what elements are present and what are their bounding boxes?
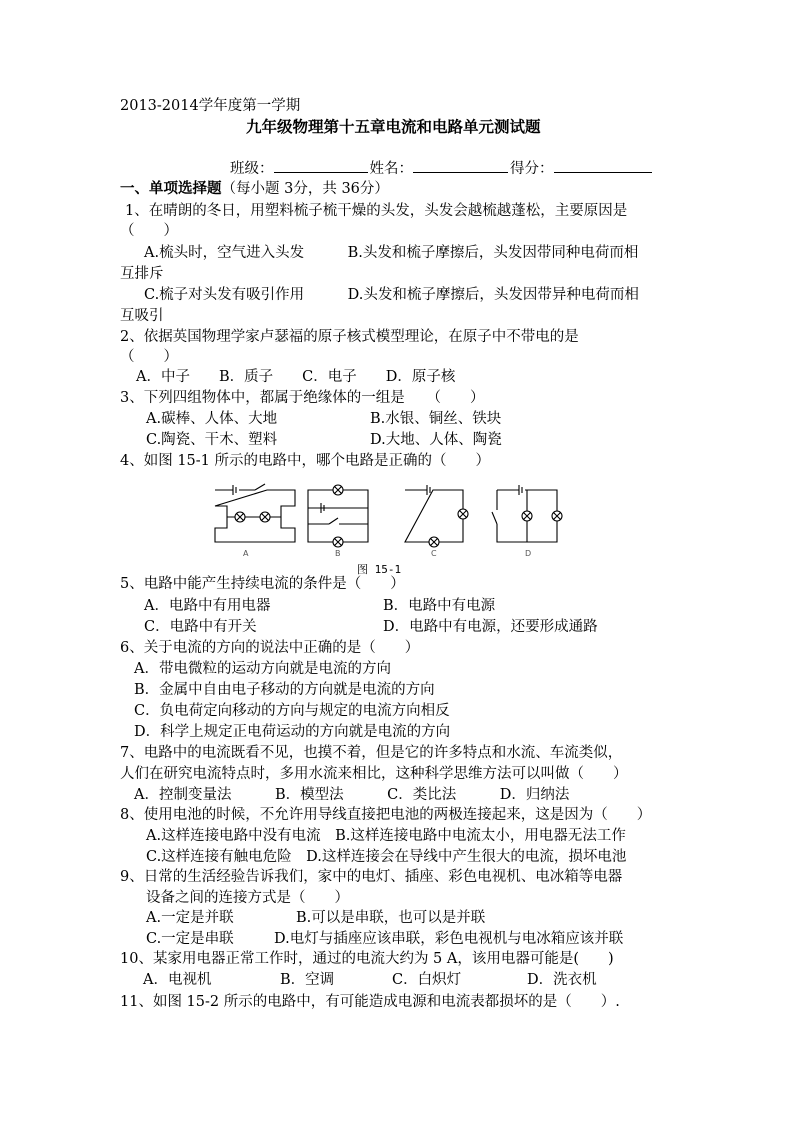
question-1-option-cd: C.梳子对头发有吸引作用 D.头发和梳子摩擦后，头发因带异种电荷而相 bbox=[144, 287, 639, 303]
year-line: 2013-2014学年度第一学期 bbox=[120, 98, 301, 114]
question-9-stem: 9、日常的生活经验告诉我们，家中的电灯、插座、彩色电视机、电冰箱等电器 bbox=[120, 869, 623, 885]
question-5-option-a: A．电路中有用电器 bbox=[144, 598, 271, 614]
question-6-option-d: D．科学上规定正电荷运动的方向就是电流的方向 bbox=[134, 724, 451, 740]
name-label: 姓名： bbox=[369, 161, 413, 177]
question-1-option-ab: A.梳头时，空气进入头发 B.头发和梳子摩擦后，头发因带同种电荷而相 bbox=[144, 245, 639, 261]
question-9-option-d: D.电灯与插座应该串联，彩色电视机与电冰箱应该并联 bbox=[274, 931, 624, 947]
question-6-option-a: A．带电微粒的运动方向就是电流的方向 bbox=[134, 661, 391, 677]
question-9-option-a: A.一定是并联 bbox=[146, 910, 234, 926]
name-field[interactable] bbox=[413, 158, 508, 173]
class-field[interactable] bbox=[274, 158, 368, 173]
score-field[interactable] bbox=[554, 158, 652, 173]
question-1-option-b-cont: 互排斥 bbox=[120, 266, 164, 282]
question-5-option-c: C．电路中有开关 bbox=[144, 619, 257, 635]
question-3-option-b: B.水银、铜丝、铁块 bbox=[370, 411, 502, 427]
question-6-option-b: B．金属中自由电子移动的方向就是电流的方向 bbox=[134, 682, 435, 698]
question-7-options: A．控制变量法 B．模型法 C．类比法 D．归纳法 bbox=[134, 787, 570, 803]
question-5-option-b: B．电路中有电源 bbox=[383, 598, 496, 614]
question-9-stem-cont: 设备之间的连接方式是（ ） bbox=[146, 890, 349, 906]
question-9-option-c: C.一定是串联 bbox=[146, 931, 234, 947]
question-1-bracket: （ ） bbox=[120, 223, 178, 239]
question-10-option-d: D．洗衣机 bbox=[527, 972, 597, 988]
question-8-option-ab: A.这样连接电路中没有电流 B.这样连接电路中电流太小，用电器无法工作 bbox=[146, 828, 626, 844]
question-7-stem-cont: 人们在研究电流特点时，多用水流来相比，这种科学思维方法可以叫做（ ） bbox=[120, 766, 628, 782]
student-info-row bbox=[230, 158, 652, 179]
circuit-a bbox=[215, 484, 295, 542]
circuit-d bbox=[492, 485, 562, 542]
figure-label-a: A bbox=[243, 549, 249, 558]
question-4-stem: 4、如图 15-1 所示的电路中，哪个电路是正确的（ ） bbox=[120, 453, 491, 469]
question-1-stem: 1、在晴朗的冬日，用塑料梳子梳干燥的头发，头发会越梳越蓬松，主要原因是 bbox=[125, 203, 628, 219]
question-2-bracket: （ ） bbox=[120, 349, 178, 365]
question-2-options: A．中子 B．质子 C．电子 D．原子核 bbox=[136, 369, 456, 385]
question-5-stem: 5、电路中能产生持续电流的条件是（ ） bbox=[120, 576, 405, 592]
figure-label-b: B bbox=[335, 549, 341, 558]
question-8-option-cd: C.这样连接有触电危险 D.这样连接会在导线中产生很大的电流，损坏电池 bbox=[146, 849, 627, 865]
figure-label-d: D bbox=[525, 549, 532, 558]
question-10-option-c: C．白炽灯 bbox=[392, 972, 462, 988]
page-title: 九年级物理第十五章电流和电路单元测试题 bbox=[246, 117, 541, 136]
figure-label-c: C bbox=[431, 549, 437, 558]
question-6-option-c: C．负电荷定向移动的方向与规定的电流方向相反 bbox=[134, 703, 450, 719]
circuit-figure-15-1 bbox=[205, 480, 575, 560]
question-3-stem: 3、下列四组物体中，都属于绝缘体的一组是 （ ） bbox=[120, 390, 485, 406]
question-9-option-b: B.可以是串联，也可以是并联 bbox=[296, 910, 486, 926]
circuit-c bbox=[405, 485, 468, 547]
question-2-stem: 2、依据英国物理学家卢瑟福的原子核式模型理论，在原子中不带电的是 bbox=[120, 329, 579, 345]
question-11-stem: 11、如图 15-2 所示的电路中，有可能造成电源和电流表都损坏的是（ ）. bbox=[120, 994, 620, 1010]
question-10-stem: 10、某家用电器正常工作时，通过的电流大约为 5 A，该用电器可能是( ) bbox=[120, 951, 614, 967]
question-3-option-d: D.大地、人体、陶瓷 bbox=[370, 432, 502, 448]
question-3-option-a: A.碳棒、人体、大地 bbox=[146, 411, 278, 427]
question-10-option-a: A．电视机 bbox=[143, 972, 212, 988]
question-5-option-d: D．电路中有电源，还要形成通路 bbox=[383, 619, 598, 635]
question-10-option-b: B．空调 bbox=[280, 972, 335, 988]
class-label: 班级： bbox=[230, 161, 274, 177]
figure-caption: 图 15-1 bbox=[357, 563, 402, 576]
circuit-b bbox=[308, 485, 368, 547]
question-8-stem: 8、使用电池的时候，不允许用导线直接把电池的两极连接起来，这是因为（ ） bbox=[120, 807, 652, 823]
question-3-option-c: C.陶瓷、干木、塑料 bbox=[146, 432, 278, 448]
question-6-stem: 6、关于电流的方向的说法中正确的是（ ） bbox=[120, 640, 420, 656]
score-label: 得分： bbox=[510, 161, 554, 177]
section-heading: 一、单项选择题（每小题 3分，共 36分） bbox=[120, 180, 389, 197]
question-7-stem: 7、电路中的电流既看不见，也摸不着，但是它的许多特点和水流、车流类似， bbox=[120, 745, 623, 761]
question-1-option-d-cont: 互吸引 bbox=[120, 308, 164, 324]
